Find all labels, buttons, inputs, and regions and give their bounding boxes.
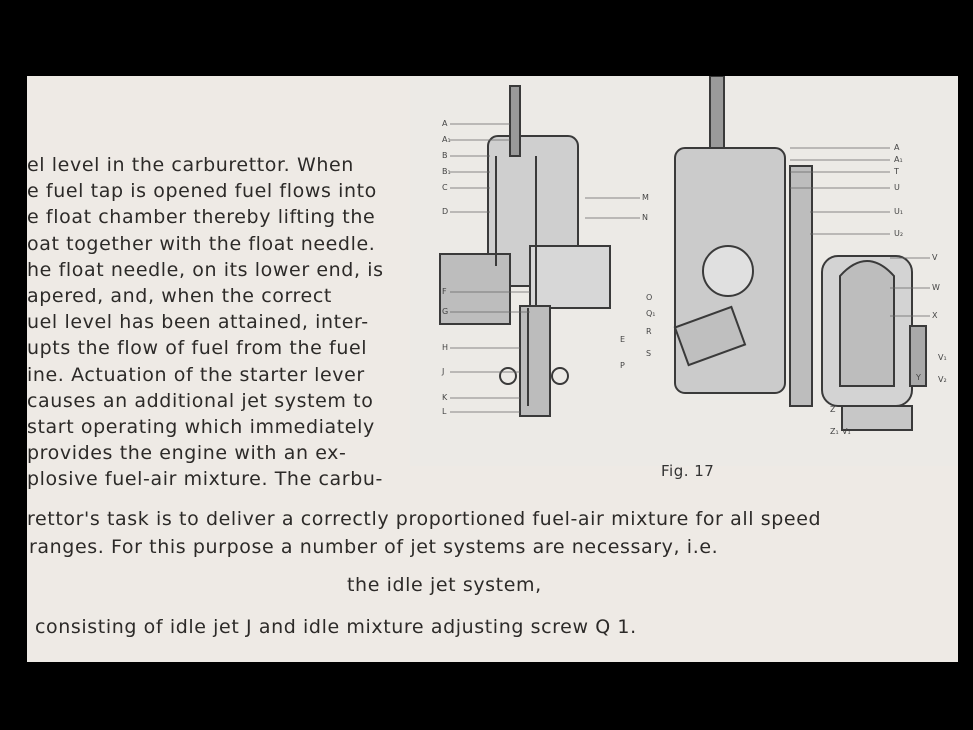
label-u1: U₁ bbox=[894, 207, 904, 216]
text-line: rettor's task is to deliver a correctly proportioned fuel-air mixture for all speed bbox=[27, 508, 822, 530]
label-l: L bbox=[442, 407, 447, 416]
carburettor-figure bbox=[410, 76, 958, 466]
label-z1: Z₁ bbox=[830, 427, 839, 436]
label-b: B bbox=[442, 151, 448, 160]
label-f: F bbox=[442, 287, 447, 296]
text-line: start operating which immediately bbox=[27, 416, 375, 438]
label-v: V bbox=[932, 253, 938, 262]
label-k: K bbox=[442, 393, 448, 402]
text-line: plosive fuel-air mixture. The carbu- bbox=[27, 468, 383, 491]
centered-line: the idle jet system, bbox=[347, 574, 542, 596]
text-line: el level in the carburettor. When bbox=[27, 154, 354, 176]
label-z: Z bbox=[830, 405, 836, 414]
text-line: upts the flow of fuel from the fuel bbox=[27, 337, 368, 360]
label-r: R bbox=[646, 327, 652, 336]
figure-caption: Fig. 17 bbox=[661, 462, 715, 480]
label-p: P bbox=[620, 361, 625, 370]
text-line: uel level has been attained, inter- bbox=[27, 311, 369, 334]
text-line: oat together with the float needle. bbox=[27, 232, 376, 255]
label-y: Y bbox=[916, 373, 921, 382]
text-line: apered, and, when the correct bbox=[27, 285, 332, 307]
label-n: N bbox=[642, 213, 648, 222]
text-line: e float chamber thereby lifting the bbox=[27, 206, 376, 229]
label-t: T bbox=[894, 167, 899, 176]
label-h: H bbox=[442, 343, 449, 352]
label-j: J bbox=[442, 367, 445, 376]
label-u: U bbox=[894, 183, 900, 192]
text-line: provides the engine with an ex- bbox=[27, 442, 347, 465]
label-a1: A₁ bbox=[442, 135, 451, 144]
text-line: causes an additional jet system to bbox=[27, 389, 374, 412]
label-o: O bbox=[646, 293, 653, 302]
label-a: A bbox=[442, 119, 448, 128]
label-v2: V₂ bbox=[938, 375, 947, 384]
label-v1-bottom: V₁ bbox=[842, 427, 851, 436]
text-line: ine. Actuation of the starter lever bbox=[27, 363, 365, 386]
last-line: consisting of idle jet J and idle mixture adjusting screw Q 1. bbox=[35, 616, 637, 638]
label-d: D bbox=[442, 207, 449, 216]
label-m: M bbox=[642, 193, 649, 202]
label-e: E bbox=[620, 335, 626, 344]
label-g: G bbox=[442, 307, 449, 316]
label-x: X bbox=[932, 311, 938, 320]
document-page bbox=[27, 76, 958, 662]
text-line: e fuel tap is opened fuel flows into bbox=[27, 180, 377, 203]
label-b1: B₁ bbox=[442, 167, 451, 176]
label-a1-right: A₁ bbox=[894, 155, 903, 164]
label-w: W bbox=[932, 283, 940, 292]
label-c: C bbox=[442, 183, 448, 192]
label-q1: Q₁ bbox=[646, 309, 656, 318]
label-a-right: A bbox=[894, 143, 900, 152]
label-v1: V₁ bbox=[938, 353, 947, 362]
text-line: he float needle, on its lower end, is bbox=[27, 258, 384, 281]
text-line: ranges. For this purpose a number of jet systems are necessary, i.e. bbox=[29, 536, 719, 558]
label-u2: U₂ bbox=[894, 229, 904, 238]
label-s: S bbox=[646, 349, 652, 358]
carburettor-cross-section-drawing bbox=[410, 76, 958, 466]
